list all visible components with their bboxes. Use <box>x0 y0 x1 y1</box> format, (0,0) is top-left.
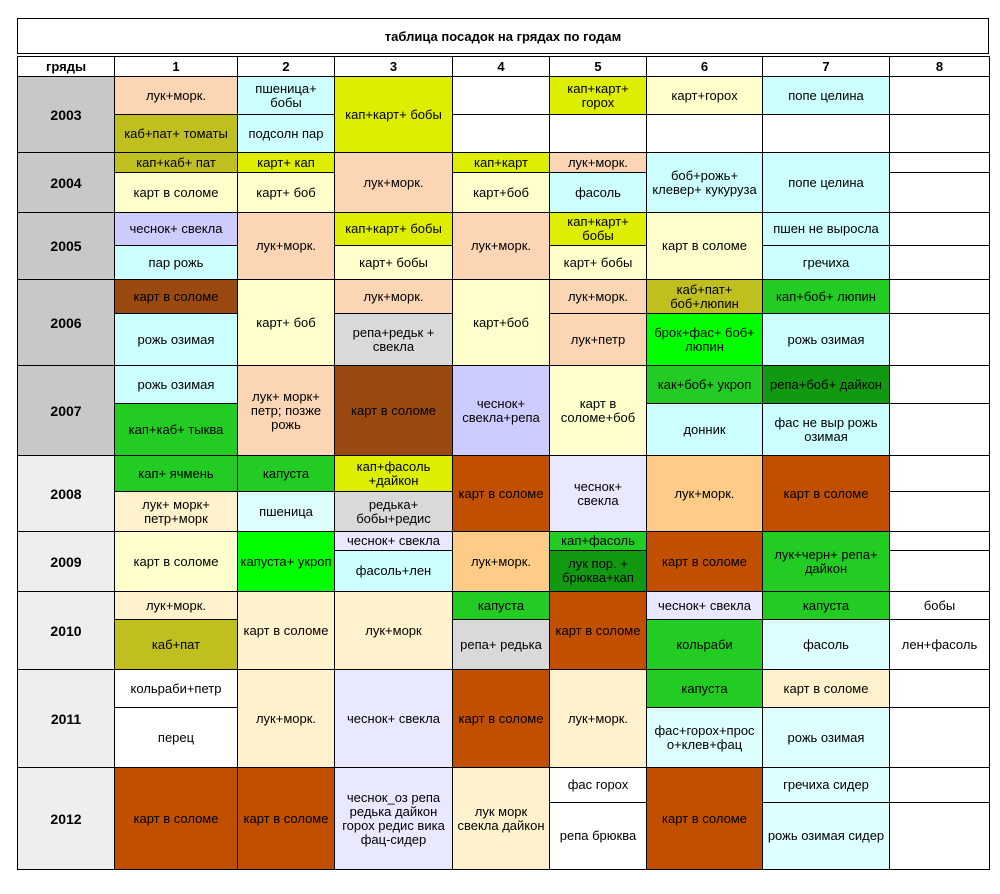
planting-cell: кап+фасоль +дайкон <box>334 455 453 492</box>
planting-cell: лук+морк. <box>114 591 238 620</box>
planting-cell: боб+рожь+ клевер+ кукуруза <box>646 152 763 213</box>
planting-cell <box>889 669 990 708</box>
planting-cell: карт в соломе <box>646 531 763 592</box>
planting-cell: карт в соломе <box>334 365 453 456</box>
planting-cell: кап+карт+ горох <box>549 76 647 115</box>
planting-cell: каб+пат <box>114 619 238 670</box>
year-cell: 2010 <box>17 591 115 670</box>
planting-cell <box>889 550 990 592</box>
planting-cell: карт+горох <box>646 76 763 115</box>
planting-cell: чеснок_оз репа редька дайкон горох редис вика фац-сидер <box>334 767 453 870</box>
planting-cell <box>889 279 990 314</box>
planting-cell: кап+карт+ бобы <box>549 212 647 246</box>
column-header: 2 <box>237 56 335 77</box>
planting-cell: чеснок+ свекла <box>114 212 238 246</box>
planting-cell: карт в соломе <box>549 591 647 670</box>
planting-cell: кап+фасоль <box>549 531 647 551</box>
planting-cell <box>889 531 990 551</box>
planting-cell: лук пор. + брюква+кап <box>549 550 647 592</box>
planting-cell: лук+морк. <box>646 455 763 532</box>
year-cell: 2012 <box>17 767 115 870</box>
column-header: 1 <box>114 56 238 77</box>
planting-cell: донник <box>646 403 763 456</box>
planting-cell: брок+фас+ боб+ люпин <box>646 313 763 366</box>
planting-cell: лук морк свекла дайкон <box>452 767 550 870</box>
planting-cell <box>889 245 990 280</box>
planting-cell: пшеница <box>237 491 335 532</box>
planting-cell <box>889 76 990 115</box>
planting-cell: кап+боб+ люпин <box>762 279 890 314</box>
planting-cell: капуста <box>762 591 890 620</box>
planting-cell: фас горох <box>549 767 647 803</box>
planting-cell: карт в соломе <box>646 212 763 280</box>
planting-cell: репа+боб+ дайкон <box>762 365 890 404</box>
column-header: 7 <box>762 56 890 77</box>
planting-cell: чеснок+ свекла <box>334 531 453 551</box>
planting-cell: карт+ бобы <box>334 245 453 280</box>
planting-cell: лук+морк. <box>114 76 238 115</box>
planting-cell: карт в соломе <box>114 531 238 592</box>
planting-cell: репа+ редька <box>452 619 550 670</box>
planting-cell: чеснок+ свекла <box>549 455 647 532</box>
planting-cell: лук+морк. <box>237 212 335 280</box>
planting-cell: фасоль <box>549 172 647 213</box>
planting-cell: кап+карт+ бобы <box>334 212 453 246</box>
planting-cell: карт в соломе <box>646 767 763 870</box>
planting-cell: попе целина <box>762 152 890 213</box>
planting-cell: рожь озимая <box>114 313 238 366</box>
planting-cell <box>452 76 550 115</box>
planting-cell: карт в соломе <box>452 455 550 532</box>
planting-cell: лук+морк. <box>237 669 335 768</box>
planting-cell <box>762 114 890 153</box>
planting-cell: лук+ морк+ петр; позже рожь <box>237 365 335 456</box>
column-header: 8 <box>889 56 990 77</box>
planting-cell: как+боб+ укроп <box>646 365 763 404</box>
planting-cell: рожь озимая сидер <box>762 802 890 870</box>
planting-cell: фас+горох+прос о+клев+фац <box>646 707 763 768</box>
planting-cell <box>889 365 990 404</box>
planting-cell: лук+петр <box>549 313 647 366</box>
planting-cell <box>889 802 990 870</box>
planting-cell: кап+карт+ бобы <box>334 76 453 153</box>
planting-cell: карт+боб <box>452 279 550 366</box>
planting-cell: карт+ боб <box>237 279 335 366</box>
planting-cell: капуста+ укроп <box>237 531 335 592</box>
planting-cell: фас не выр рожь озимая <box>762 403 890 456</box>
planting-cell: перец <box>114 707 238 768</box>
column-header: 4 <box>452 56 550 77</box>
planting-cell <box>889 313 990 366</box>
planting-cell: рожь озимая <box>114 365 238 404</box>
planting-cell: карт в соломе <box>114 767 238 870</box>
planting-cell <box>452 114 550 153</box>
column-header: 6 <box>646 56 763 77</box>
planting-cell <box>889 403 990 456</box>
planting-cell: каб+пат+ боб+люпин <box>646 279 763 314</box>
planting-cell <box>646 114 763 153</box>
planting-cell: пшеница+ бобы <box>237 76 335 115</box>
planting-cell: пшен не выросла <box>762 212 890 246</box>
planting-cell: подсолн пар <box>237 114 335 153</box>
planting-cell: кап+каб+ тыква <box>114 403 238 456</box>
planting-cell: кольраби <box>646 619 763 670</box>
planting-cell: фасоль <box>762 619 890 670</box>
planting-cell <box>549 114 647 153</box>
planting-cell: фасоль+лен <box>334 550 453 592</box>
planting-cell: бобы <box>889 591 990 620</box>
table-title: таблица посадок на грядах по годам <box>17 18 989 54</box>
planting-cell: карт в соломе <box>237 591 335 670</box>
planting-cell <box>889 707 990 768</box>
planting-cell: чеснок+ свекла <box>646 591 763 620</box>
planting-cell: лук+морк <box>334 591 453 670</box>
planting-cell: кап+карт <box>452 152 550 173</box>
planting-cell: лук+морк. <box>334 152 453 213</box>
planting-cell: кап+ ячмень <box>114 455 238 492</box>
planting-cell <box>889 455 990 492</box>
year-cell: 2009 <box>17 531 115 592</box>
planting-cell: капуста <box>452 591 550 620</box>
planting-cell <box>889 114 990 153</box>
planting-cell: карт в соломе <box>237 767 335 870</box>
planting-cell: карт в соломе <box>762 669 890 708</box>
planting-cell: лен+фасоль <box>889 619 990 670</box>
planting-cell: попе целина <box>762 76 890 115</box>
planting-cell: редька+ бобы+редис <box>334 491 453 532</box>
year-cell: 2004 <box>17 152 115 213</box>
planting-cell: лук+черн+ репа+ дайкон <box>762 531 890 592</box>
planting-cell <box>889 491 990 532</box>
planting-cell: карт в соломе <box>452 669 550 768</box>
planting-cell: карт+ кап <box>237 152 335 173</box>
planting-cell: лук+морк. <box>452 212 550 280</box>
planting-cell: капуста <box>237 455 335 492</box>
planting-cell: карт+боб <box>452 172 550 213</box>
planting-cell: рожь озимая <box>762 707 890 768</box>
planting-cell: гречиха <box>762 245 890 280</box>
planting-cell: карт+ боб <box>237 172 335 213</box>
planting-cell: карт в соломе+боб <box>549 365 647 456</box>
planting-cell <box>889 767 990 803</box>
year-cell: 2011 <box>17 669 115 768</box>
planting-cell: пар рожь <box>114 245 238 280</box>
planting-cell: лук+ морк+ петр+морк <box>114 491 238 532</box>
planting-cell: карт+ бобы <box>549 245 647 280</box>
planting-cell: лук+морк. <box>549 152 647 173</box>
planting-cell: карт в соломе <box>114 172 238 213</box>
planting-cell: карт в соломе <box>762 455 890 532</box>
planting-cell: карт в соломе <box>114 279 238 314</box>
planting-cell: чеснок+ свекла+репа <box>452 365 550 456</box>
planting-cell <box>889 172 990 213</box>
planting-cell: репа брюква <box>549 802 647 870</box>
planting-cell <box>889 152 990 173</box>
planting-cell: лук+морк. <box>549 669 647 768</box>
planting-cell: кап+каб+ пат <box>114 152 238 173</box>
planting-cell: гречиха сидер <box>762 767 890 803</box>
year-cell: 2007 <box>17 365 115 456</box>
planting-cell: репа+редьк + свекла <box>334 313 453 366</box>
year-cell: 2003 <box>17 76 115 153</box>
header-corner: гряды <box>17 56 115 77</box>
year-cell: 2008 <box>17 455 115 532</box>
planting-cell: капуста <box>646 669 763 708</box>
planting-cell: лук+морк. <box>549 279 647 314</box>
column-header: 3 <box>334 56 453 77</box>
planting-cell: лук+морк. <box>452 531 550 592</box>
year-cell: 2006 <box>17 279 115 366</box>
planting-cell <box>889 212 990 246</box>
planting-cell: кольраби+петр <box>114 669 238 708</box>
column-header: 5 <box>549 56 647 77</box>
planting-cell: чеснок+ свекла <box>334 669 453 768</box>
planting-cell: каб+пат+ томаты <box>114 114 238 153</box>
year-cell: 2005 <box>17 212 115 280</box>
planting-cell: рожь озимая <box>762 313 890 366</box>
planting-cell: лук+морк. <box>334 279 453 314</box>
